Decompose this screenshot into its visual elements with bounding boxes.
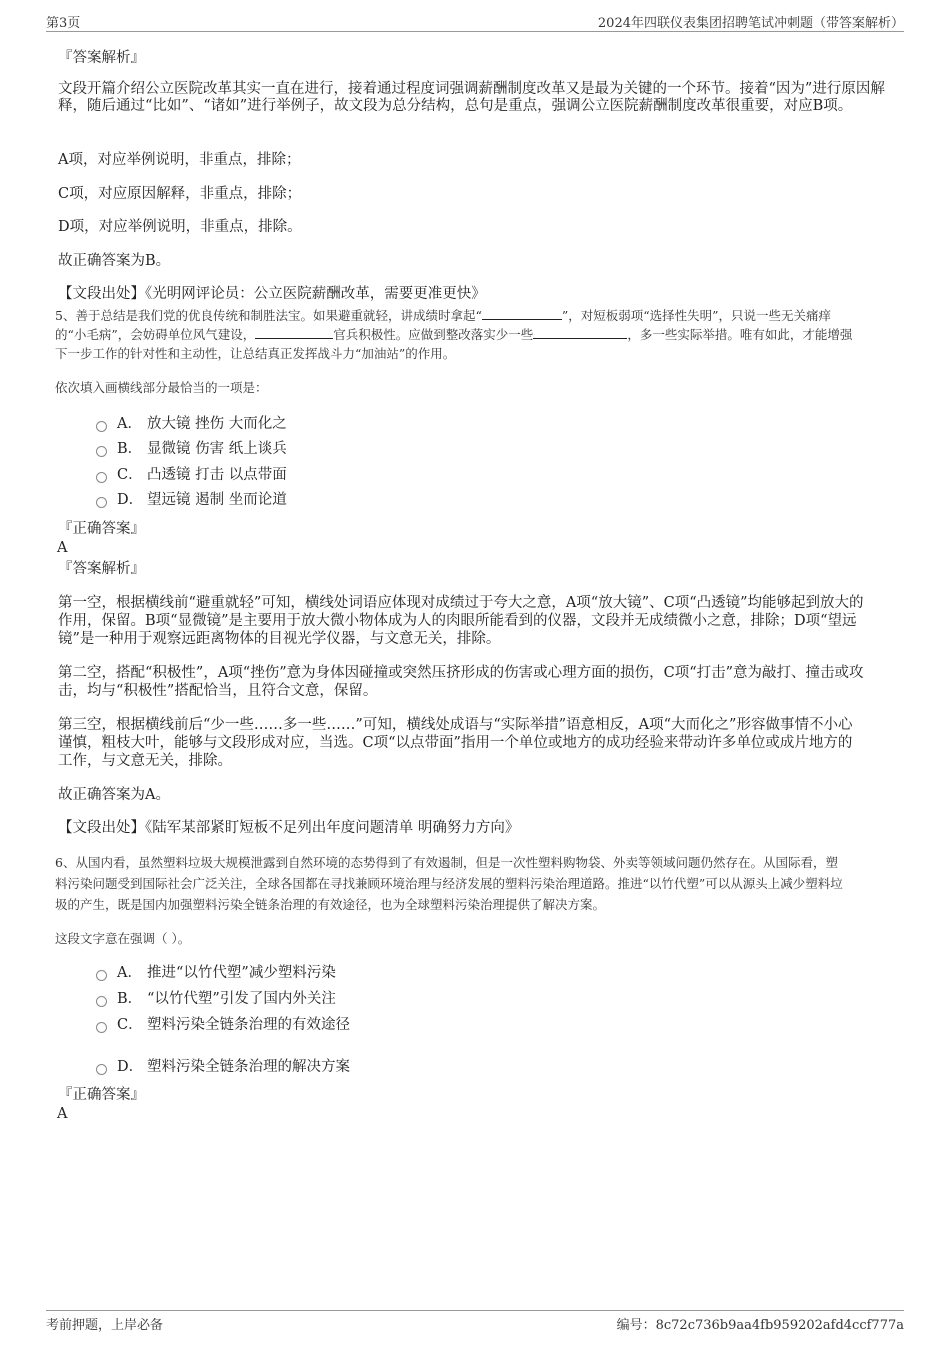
document-title: 2024年四联仪表集团招聘笔试冲刺题（带答案解析） <box>597 16 904 31</box>
q6-option-a[interactable]: A． 推进“以竹代塑”减少塑料污染 <box>96 964 336 982</box>
radio-icon[interactable] <box>96 970 107 981</box>
footer-divider <box>46 1310 904 1311</box>
q5-analysis-p3-line2: 谨慎，粗枝大叶，能够与文段形成对应，当选。C项“以点带面”指用一个单位或地方的成功经验来带动许多单位或成片地方的 <box>58 735 853 751</box>
q4-line-a: A项，对应举例说明，非重点，排除； <box>58 152 301 168</box>
q5-analysis-p1-line2: 作用，保留。B项“显微镜”是主要用于放大微小物体成为人的肉眼所能看到的仪器，文段并无成绩微小之意，排除；D项“望远 <box>58 613 857 629</box>
q6-prompt: 这段文字意在强调（ ）。 <box>55 931 191 946</box>
q5-option-b[interactable]: B． 显微镜 伤害 纸上谈兵 <box>96 440 287 458</box>
radio-icon[interactable] <box>96 996 107 1007</box>
q5-stem-line2: 的“小毛病”，会妨碍单位风气建设， 官兵积极性。应做到整改落实少一些 ，多一些实际举措。唯有如此，才能增强 <box>55 327 853 342</box>
radio-icon[interactable] <box>96 446 107 457</box>
q4-conclusion: 故正确答案为B。 <box>58 253 171 269</box>
q4-line-c: C项，对应原因解释，非重点，排除； <box>58 186 302 202</box>
q5-option-c[interactable]: C． 凸透镜 打击 以点带面 <box>96 466 287 484</box>
page-number: 第3页 <box>46 16 81 31</box>
q5-stem-line3: 下一步工作的针对性和主动性，让总结真正发挥战斗力“加油站”的作用。 <box>55 346 456 361</box>
q6-stem-line1: 6、从国内看，虽然塑料垃圾大规模泄露到自然环境的态势得到了有效遏制，但是一次性塑料购物袋、外卖等领域问题仍然存在。从国际看，塑 <box>55 855 838 870</box>
q5-conclusion: 故正确答案为A。 <box>58 787 170 803</box>
q6-answer-title: 『正确答案』 <box>58 1087 145 1103</box>
q6-stem-line3: 圾的产生，既是国内加强塑料污染全链条治理的有效途径，也为全球塑料污染治理提供了解决方案。 <box>55 897 606 912</box>
q5-source: 【文段出处】《陆军某部紧盯短板不足列出年度问题清单 明确努力方向》 <box>58 820 520 836</box>
radio-icon[interactable] <box>96 1022 107 1033</box>
q5-option-d[interactable]: D． 望远镜 遏制 坐而论道 <box>96 491 287 509</box>
radio-icon[interactable] <box>96 421 107 432</box>
footer-slogan: 考前押题，上岸必备 <box>46 1318 164 1333</box>
q4-source: 【文段出处】《光明网评论员：公立医院薪酬改革，需要更准更快》 <box>58 286 486 302</box>
q6-answer: A <box>57 1106 68 1122</box>
q4-line-d: D项，对应举例说明，非重点，排除。 <box>58 219 302 235</box>
q5-answer-title: 『正确答案』 <box>58 521 145 537</box>
q5-option-a[interactable]: A． 放大镜 挫伤 大而化之 <box>96 415 287 433</box>
q5-stem-line1: 5、善于总结是我们党的优良传统和制胜法宝。如果避重就轻，讲成绩时拿起“ ”，对短板弱项“选择性失明”，只说一些无关痛痒 <box>55 308 832 323</box>
q4-analysis-paragraph: 文段开篇介绍公立医院改革其实一直在进行，接着通过程度词强调薪酬制度改革又是最为关键的一个环节。接着“因为”进行原因解释，随后通过“比如”、“诸如”进行举例子，故文段为总分结构，总句是重点，强调公立医院薪酬制度改革很重要，对应B项。 <box>58 81 885 114</box>
header-divider <box>46 31 904 32</box>
radio-icon[interactable] <box>96 497 107 508</box>
q5-analysis-p3-line3: 工作，与文意无关，排除。 <box>58 753 232 769</box>
q5-analysis-p3-line1: 第三空，根据横线前后“少一些……多一些……”可知，横线处成语与“实际举措”语意相反，A项“大而化之”形容做事情不小心 <box>58 717 853 733</box>
q5-analysis-title: 『答案解析』 <box>58 561 145 577</box>
q5-analysis-p1-line1: 第一空，根据横线前“避重就轻”可知，横线处词语应体现对成绩过于夸大之意，A项“放大镜”、C项“凸透镜”均能够起到放大的 <box>58 595 864 611</box>
radio-icon[interactable] <box>96 472 107 483</box>
document-id: 编号：8c72c736b9aa4fb959202afd4ccf777a <box>616 1318 904 1333</box>
q5-analysis-p2-line2: 击，均与“积极性”搭配恰当，且符合文意，保留。 <box>58 683 378 699</box>
q6-stem-line2: 料污染问题受到国际社会广泛关注，全球各国都在寻找兼顾环境治理与经济发展的塑料污染治理道路。推进“以竹代塑”可以从源头上减少塑料垃 <box>55 876 843 891</box>
radio-icon[interactable] <box>96 1064 107 1075</box>
q4-analysis-title: 『答案解析』 <box>58 50 145 66</box>
q5-prompt: 依次填入画横线部分最恰当的一项是： <box>55 380 268 395</box>
q6-option-d[interactable]: D． 塑料污染全链条治理的解决方案 <box>96 1058 350 1076</box>
q5-answer: A <box>57 540 68 556</box>
q6-option-c[interactable]: C． 塑料污染全链条治理的有效途径 <box>96 1016 350 1034</box>
q5-analysis-p2-line1: 第二空，搭配“积极性”，A项“挫伤”意为身体因碰撞或突然压挤形成的伤害或心理方面的损伤，C项“打击”意为敲打、撞击或攻 <box>58 665 864 681</box>
q5-analysis-p1-line3: 镜”是一种用于观察远距离物体的目视光学仪器，与文意无关，排除。 <box>58 631 501 647</box>
q6-option-b[interactable]: B． “以竹代塑”引发了国内外关注 <box>96 990 336 1008</box>
